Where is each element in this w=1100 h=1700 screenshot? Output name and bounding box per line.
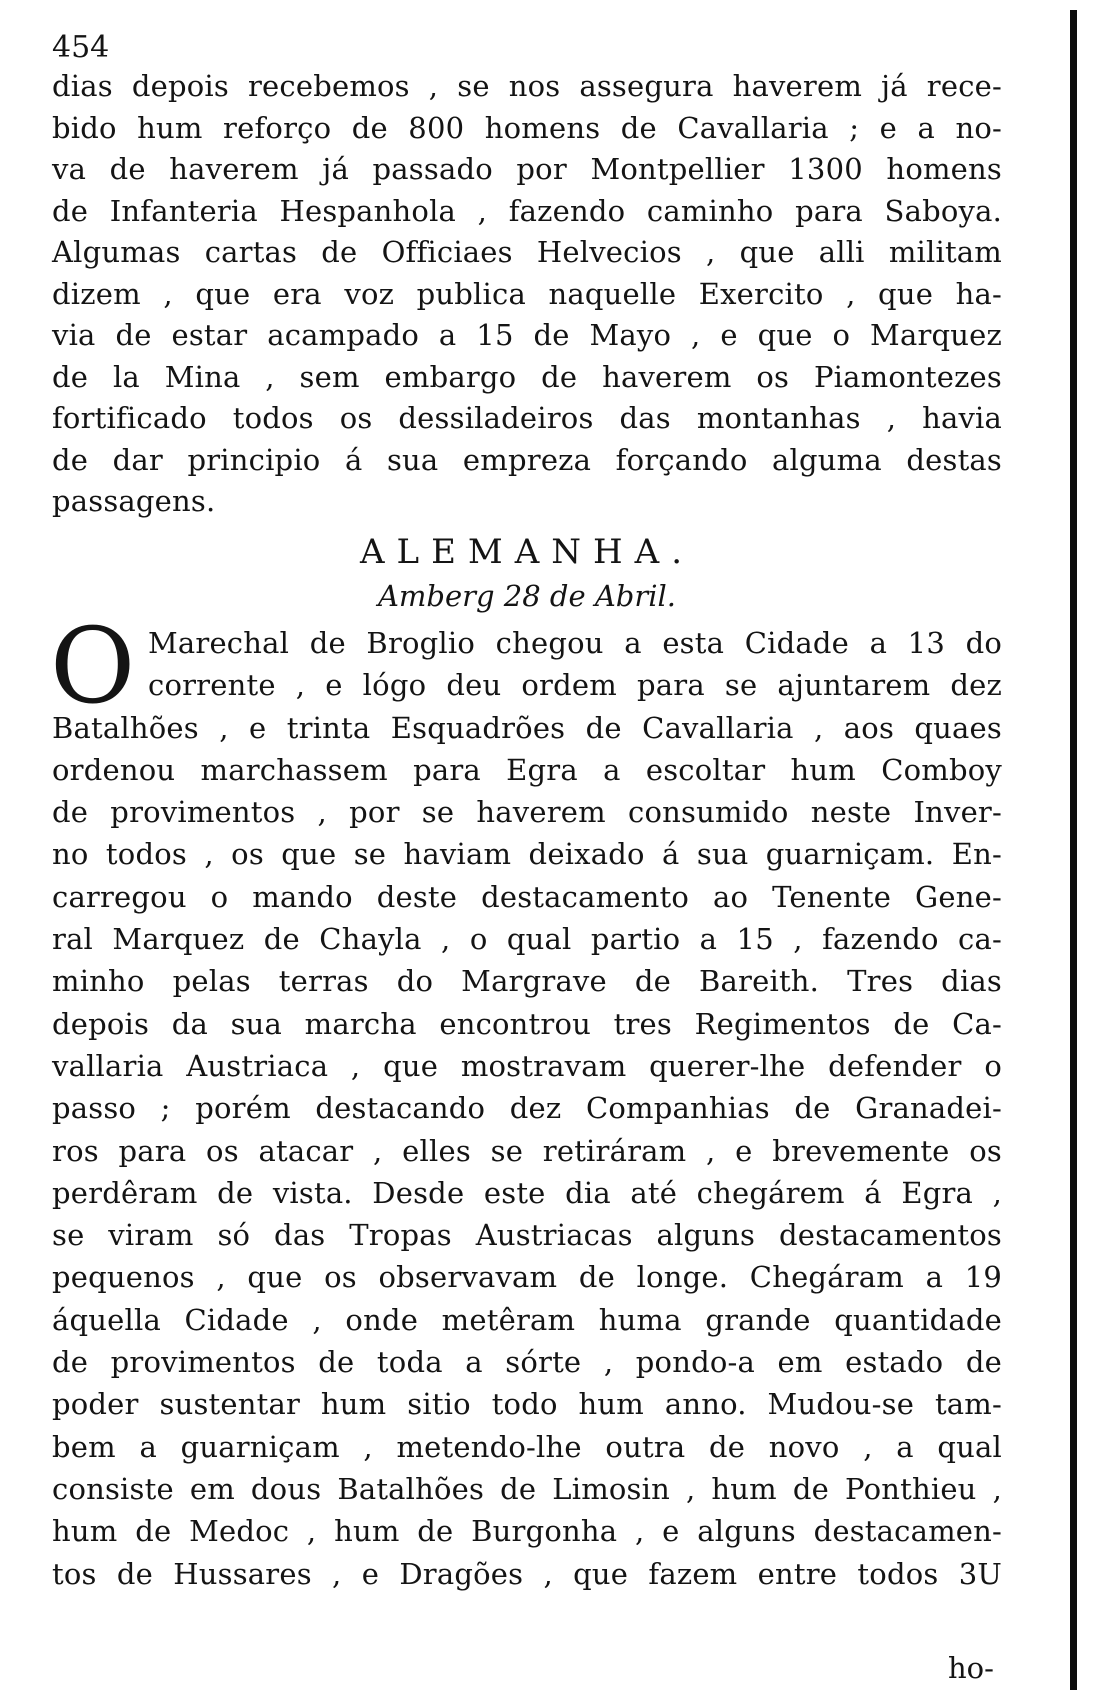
article-line: passo ; porém destacando dez Companhias de Granadei- — [52, 1091, 1002, 1126]
article-2-body — [52, 622, 1002, 1595]
article-line: ordenou marchassem para Egra a escoltar hum Comboy — [52, 752, 1002, 787]
article-line: poder sustentar hum sitio todo hum anno. Mudou-se tam- — [52, 1387, 1002, 1422]
article-line: vallaria Austriaca , que mostravam querer-lhe defender o — [52, 1048, 1002, 1083]
article-line: fortificado todos os dessiladeiros das montanhas , havia — [52, 401, 1002, 435]
dateline: Amberg 28 de Abril. — [377, 579, 676, 613]
article-line: via de estar acampado a 15 de Mayo , e que o Marquez — [52, 318, 1002, 352]
article-line: de provimentos , por se haverem consumido neste Inver- — [52, 795, 1002, 830]
article-line: va de haverem já passado por Montpellier 1300 homens — [52, 152, 1002, 186]
article-line: Algumas cartas de Officiaes Helvecios , que alli militam — [52, 235, 1002, 269]
article-line: de Infanteria Hespanhola , fazendo caminho para Saboya. — [52, 193, 1002, 228]
article-line: no todos , os que se haviam deixado á sua guarniçam. En- — [52, 837, 1002, 872]
article-line: áquella Cidade , onde metêram huma grande quantidade — [52, 1302, 1002, 1337]
right-margin-rule — [1070, 10, 1077, 1690]
article-1-body — [52, 66, 1002, 523]
article-line: hum de Medoc , hum de Burgonha , e alguns destacamen- — [52, 1514, 1002, 1549]
article-line: se viram só das Tropas Austriacas alguns destacamentos — [52, 1218, 1002, 1253]
article-line: de la Mina , sem embargo de haverem os Piamontezes — [52, 359, 1002, 394]
article-line: tos de Hussares , e Dragões , que fazem entre todos 3U — [52, 1556, 1002, 1591]
article-line: corrente , e lógo deu ordem para se ajuntarem dez — [148, 668, 1002, 703]
article-line: depois da sua marcha encontrou tres Regimentos de Ca- — [52, 1006, 1002, 1041]
article-line: Batalhões , e trinta Esquadrões de Cavallaria , aos quaes — [52, 710, 1002, 745]
article-line: Marechal de Broglio chegou a esta Cidade a 13 do — [148, 626, 1002, 660]
article-line: carregou o mando deste destacamento ao Tenente Gene- — [52, 879, 1002, 914]
article-line: passagens. — [52, 484, 216, 518]
article-line: pequenos , que os observavam de longe. Chegáram a 19 — [52, 1260, 1002, 1295]
section-heading: ALEMANHA. — [359, 532, 695, 572]
page-number: 454 — [52, 30, 110, 65]
article-line: de provimentos de toda a sórte , pondo-a em estado de — [52, 1345, 1002, 1380]
catchword: ho- — [948, 1651, 994, 1685]
article-line: ros para os atacar , elles se retiráram , e brevemente os — [52, 1133, 1002, 1168]
article-line: ral Marquez de Chayla , o qual partio a 15 , fazendo ca- — [52, 922, 1002, 957]
article-line: bem a guarniçam , metendo-lhe outra de novo , a qual — [52, 1429, 1002, 1464]
article-line: consiste em dous Batalhões de Limosin , hum de Ponthieu , — [52, 1471, 1002, 1506]
article-line: de dar principio á sua empreza forçando alguma destas — [52, 442, 1002, 477]
drop-cap: O — [50, 605, 136, 727]
article-line: minho pelas terras do Margrave de Bareith. Tres dias — [52, 964, 1002, 999]
article-line: perdêram de vista. Desde este dia até chegárem á Egra , — [52, 1175, 1002, 1210]
article-line: bido hum reforço de 800 homens de Cavallaria ; e a no- — [52, 110, 1002, 145]
article-line: dias depois recebemos , se nos assegura haverem já rece- — [52, 69, 1002, 103]
article-line: dizem , que era voz publica naquelle Exercito , que ha- — [52, 276, 1002, 311]
